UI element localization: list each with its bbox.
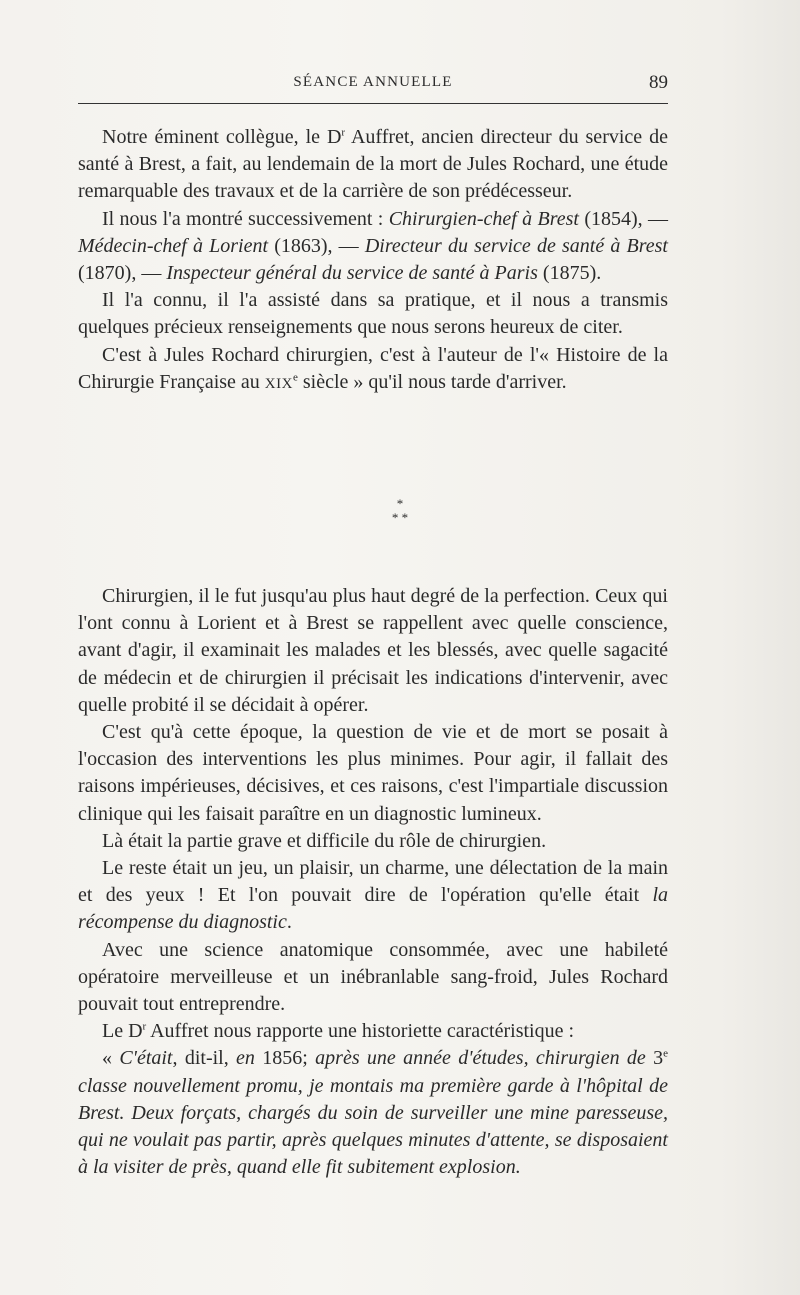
paragraph: Là était la partie grave et difficile du rôle de chirurgien. xyxy=(102,829,547,852)
section-two xyxy=(78,583,668,1181)
page-number: 89 xyxy=(649,72,668,93)
paragraph: Il nous l'a montré successivement : Chirurgien-chef à Brest (1854), — Médecin-chef à Lorient (1863), — Directeur du service de santé à Brest (1870), — Inspecteur général du service de santé à Paris (1875). xyxy=(78,207,668,285)
paragraph: Chirurgien, il le fut jusqu'au plus haut degré de la perfection. Ceux qui l'ont connu à Lorient et à Brest se rappellent avec quelle conscience, avant d'agir, il examinait les malades et les blessés, avec quelle sagacité de médecin et de chirurgien il précisait les indications d'intervenir, avec quelle probité il se décidait à opérer. xyxy=(78,585,668,716)
paragraph: C'est qu'à cette époque, la question de vie et de mort se posait à l'occasion des interventions les plus minimes. Pour agir, il fallait des raisons impérieuses, décisives, et ces raisons, c'est l'impartiale discussion clinique qui les faisait paraître en un diagnostic lumineux. xyxy=(78,721,668,825)
asterism-ornament xyxy=(0,497,800,537)
header-rule xyxy=(78,103,668,104)
paragraph: C'est à Jules Rochard chirurgien, c'est à l'auteur de l'« Histoire de la Chirurgie Française au XIXe siècle » qu'il nous tarde d'arriver. xyxy=(78,343,668,393)
paragraph: Le $D^r$ Auffret nous rapporte une historiette caractéristique : xyxy=(102,1020,575,1043)
section-one xyxy=(78,124,668,398)
running-title: SÉANCE ANNUELLE xyxy=(293,74,453,90)
quoted-paragraph: « C'était, dit-il, en 1856; après une année d'études, chirurgien de 3e classe nouvellement promu, je montais ma première garde à l'hôpital de Brest. Deux forçats, chargés du soin de surveiller une mine paresseuse, qui ne voulait pas partir, après quelques minutes d'attente, se disposaient à la visiter de près, quand elle fit subitement explosion. xyxy=(78,1047,669,1179)
paragraph: Le reste était un jeu, un plaisir, un charme, une délectation de la main et des yeux ! Et l'on pouvait dire de l'opération qu'elle était la récompense du diagnostic. xyxy=(78,857,668,934)
paragraph: Notre éminent collègue, le $D^r$ Auffret, ancien directeur du service de santé à Brest, a fait, au lendemain de la mort de Jules Rochard, une étude remarquable des travaux et de la carrière de son prédécesseur. xyxy=(78,126,668,203)
asterism-bottom: * * xyxy=(391,510,409,525)
page-header xyxy=(78,72,668,96)
asterism-top: * xyxy=(396,496,404,511)
paragraph: Avec une science anatomique consommée, avec une habileté opératoire merveilleuse et un inébranlable sang-froid, Jules Rochard pouvait tout entreprendre. xyxy=(78,938,668,1016)
paragraph: Il l'a connu, il l'a assisté dans sa pratique, et il nous a transmis quelques précieux renseignements que nous serons heureux de citer. xyxy=(78,289,668,339)
